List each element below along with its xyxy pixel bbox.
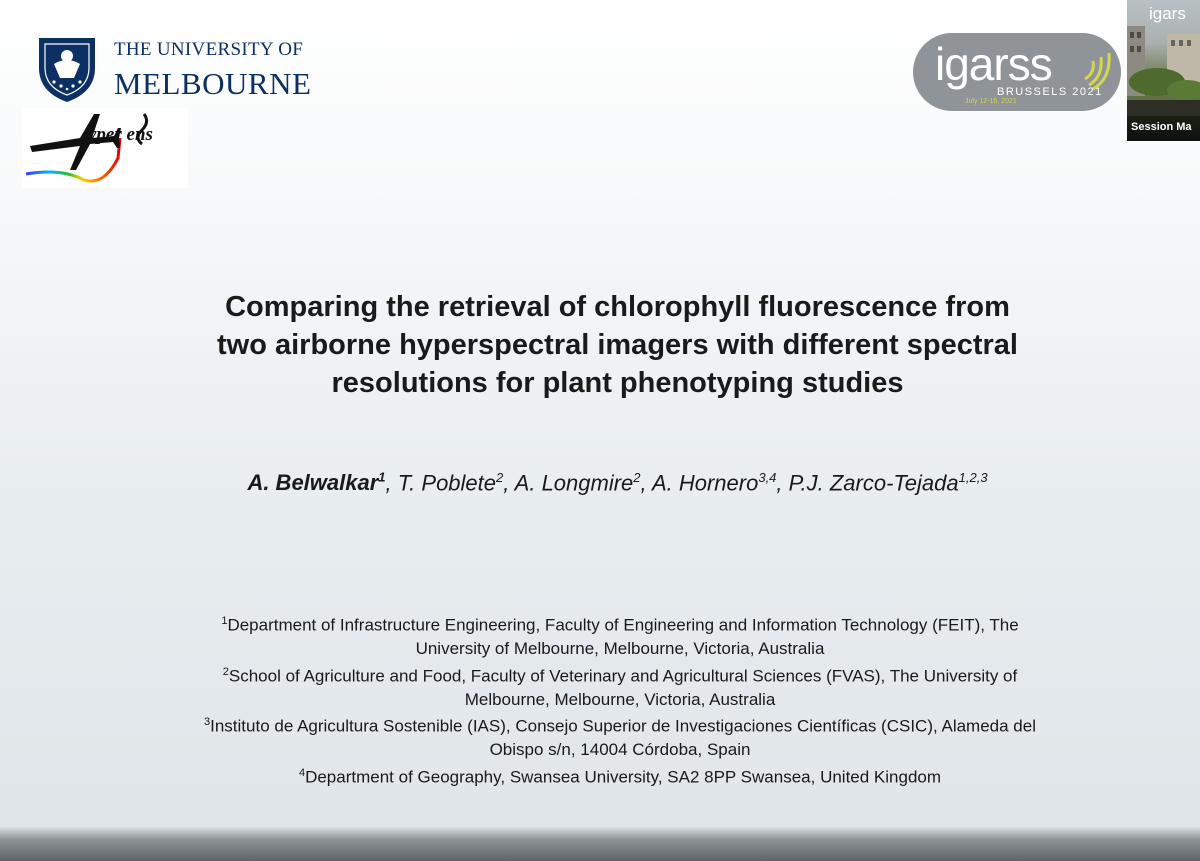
- hypersens-logo-text: yper ens: [88, 124, 153, 145]
- author-affiliation-mark: 2: [633, 470, 641, 485]
- affiliation-text: School of Agriculture and Food, Faculty of Veterinary and Agricultural Sciences (FVAS), The University of: [228, 666, 1018, 686]
- title-line-1: Comparing the retrieval of chlorophyll fluorescence from: [225, 291, 1010, 323]
- affiliation-2-line-2: Melbourne, Melbourne, Victoria, Australia: [464, 689, 776, 709]
- building-scene-icon: [1127, 20, 1200, 116]
- affiliation-text: Instituto de Agricultura Sostenible (IAS), Consejo Superior de Investigaciones Científicas (CSIC), Alameda del: [210, 716, 1036, 736]
- author-name: T. Poblete: [397, 470, 497, 496]
- affiliation-number: 4: [298, 766, 306, 779]
- affiliation-1-line-2: University of Melbourne, Melbourne, Victoria, Australia: [415, 639, 825, 659]
- affiliation-2-line-1: [70, 661, 1170, 688]
- video-player-bottom-bar: [0, 826, 1200, 861]
- thumbnail-label-bar: [1127, 116, 1200, 141]
- affiliation-1-line-1: [70, 610, 1170, 637]
- title-line-3: resolutions for plant phenotyping studies: [331, 367, 904, 399]
- affiliation-number: 3: [204, 716, 211, 729]
- igarss-date: July 12-16, 2021: [965, 98, 1017, 105]
- slide-title: [100, 288, 1135, 402]
- author-affiliation-mark: 3,4: [758, 470, 777, 485]
- author-name: P.J. Zarco-Tejada: [788, 470, 959, 496]
- igarss-logo-word: igarss: [935, 38, 1052, 90]
- author-separator: ,: [385, 470, 398, 496]
- affiliation-3-line-1: [70, 711, 1170, 738]
- author-affiliation-mark: 2: [496, 470, 504, 485]
- author-separator: ,: [503, 470, 515, 496]
- igarss-location: BRUSSELS 2021: [997, 86, 1103, 98]
- igarss-logo: [913, 33, 1121, 111]
- author-separator: ,: [640, 470, 652, 496]
- university-of-melbourne-logo: [34, 34, 312, 106]
- hypersens-logo: [22, 108, 188, 188]
- title-line-2: two airborne hyperspectral imagers with different spectral: [217, 329, 1018, 361]
- affiliation-3-line-2: Obispo s/n, 14004 Córdoba, Spain: [489, 740, 751, 760]
- session-video-thumbnail[interactable]: [1127, 0, 1200, 141]
- signal-wave-icon: [1079, 51, 1113, 91]
- author-name: A. Hornero: [651, 470, 759, 496]
- uom-logo-line2: MELBOURNE: [114, 66, 312, 101]
- uom-logo-line1: THE UNIVERSITY OF: [114, 39, 304, 60]
- university-crest-icon: [34, 34, 100, 104]
- author-affiliation-mark: 1: [378, 470, 386, 485]
- airplane-icon: [22, 108, 188, 188]
- affiliation-number: 2: [222, 665, 229, 678]
- author-name: A. Longmire: [514, 470, 634, 496]
- author-affiliation-mark: 1,2,3: [958, 470, 988, 485]
- affiliation-list: [70, 610, 1170, 789]
- affiliation-4-line-1: [70, 762, 1170, 789]
- author-list: [100, 470, 1135, 496]
- affiliation-text: Department of Infrastructure Engineering, Faculty of Engineering and Information Technology (FEIT), The: [227, 615, 1019, 635]
- thumbnail-label: Session Ma: [1131, 121, 1192, 133]
- author-name: A. Belwalkar: [247, 470, 379, 496]
- affiliation-text: Department of Geography, Swansea University, SA2 8PP Swansea, United Kingdom: [305, 767, 942, 787]
- author-separator: ,: [776, 470, 789, 496]
- thumbnail-igarss-logo: igars: [1149, 4, 1186, 23]
- affiliation-number: 1: [221, 615, 228, 627]
